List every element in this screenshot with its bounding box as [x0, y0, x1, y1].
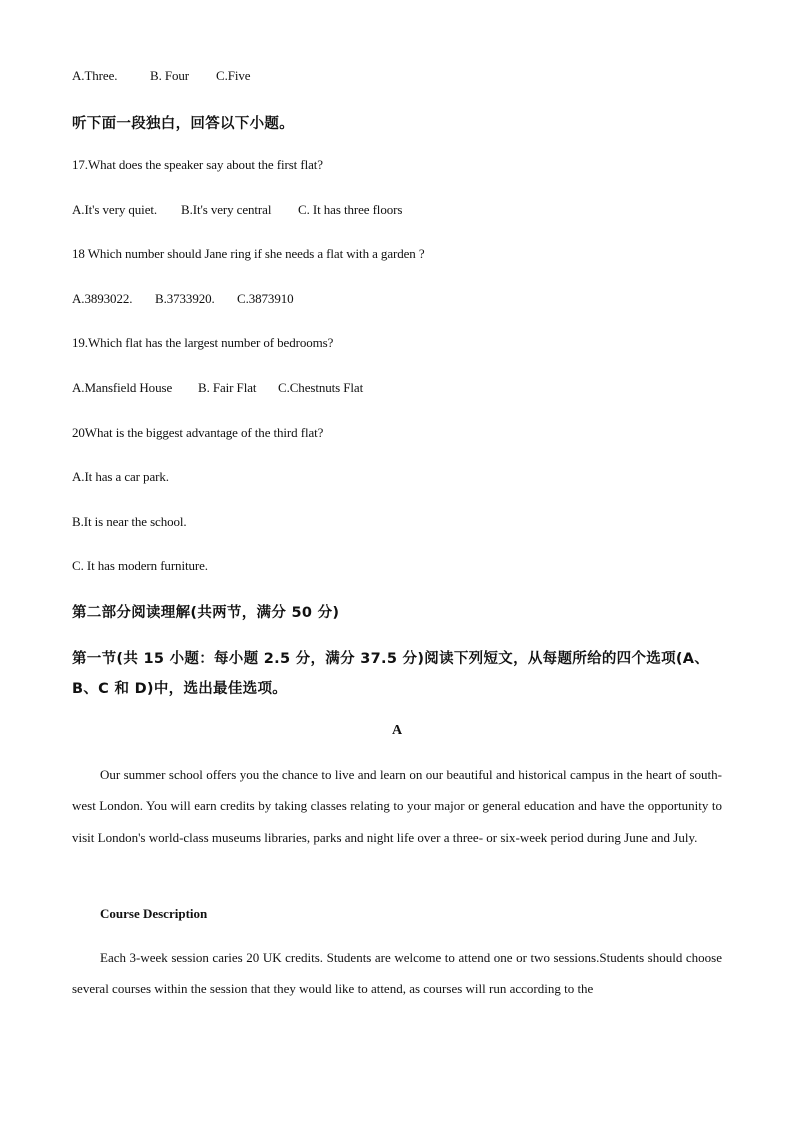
q17-option-c: C. It has three floors — [298, 202, 403, 217]
q18-option-b: B.3733920. — [155, 291, 215, 306]
q16-option-a: A.Three. — [72, 68, 118, 83]
q18-option-c: C.3873910 — [237, 291, 294, 306]
q19-question: 19.Which flat has the largest number of bedrooms? — [72, 335, 334, 350]
q18-question: 18 Which number should Jane ring if she needs a flat with a garden ? — [72, 246, 425, 261]
course-description-heading: Course Description — [100, 906, 208, 921]
section1-instructions-line2: B、C 和 D)中，选出最佳选项。 — [72, 681, 288, 697]
q18-options — [72, 291, 294, 307]
passage-paragraph-2: Each 3-week session caries 20 UK credits. Students are welcome to attend one or two sessions.Students should choose several courses within the session that they would like to attend, as courses will run according to the — [72, 950, 722, 997]
q20-option-a: A.It has a car park. — [72, 469, 169, 484]
q18-option-a: A.3893022. — [72, 291, 133, 306]
q17-option-b: B.It's very central — [181, 202, 272, 217]
q20-option-b: B.It is near the school. — [72, 514, 187, 529]
q20-question: 20What is the biggest advantage of the third flat? — [72, 425, 324, 440]
part2-title: 第二部分阅读理解(共两节，满分 50 分) — [72, 605, 340, 621]
q17-options — [72, 202, 402, 218]
q19-option-b: B. Fair Flat — [198, 380, 257, 395]
q16-option-c: C.Five — [216, 68, 251, 83]
q19-option-a: A.Mansfield House — [72, 380, 173, 395]
q16-option-b: B. Four — [150, 68, 190, 83]
section1-instructions-line1: 第一节(共 15 小题：每小题 2.5 分，满分 37.5 分)阅读下列短文，从每题所给的四个选项(A、 — [72, 651, 710, 667]
q17-question: 17.What does the speaker say about the first flat? — [72, 157, 323, 172]
section-monologue-heading: 听下面一段独白，回答以下小题。 — [72, 116, 294, 132]
passage-label: A — [391, 723, 403, 738]
passage-paragraph-1: Our summer school offers you the chance to live and learn on our beautiful and historical campus in the heart of south-west London. You will earn credits by taking classes relating to your major or general education and have the opportunity to visit London's world-class museums libraries, parks and night life over a three- or six-week period during June and July. — [72, 767, 722, 845]
q19-option-c: C.Chestnuts Flat — [278, 380, 364, 395]
q19-options — [72, 380, 363, 396]
q16-options — [72, 68, 250, 84]
q17-option-a: A.It's very quiet. — [72, 202, 158, 217]
q20-option-c: C. It has modern furniture. — [72, 558, 208, 573]
